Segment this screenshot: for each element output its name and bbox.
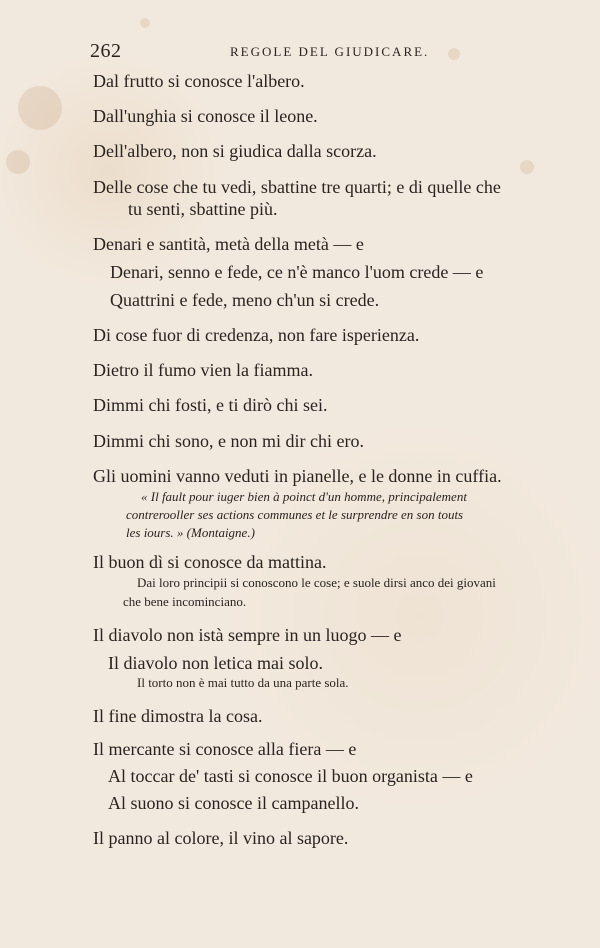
proverb-line: Il diavolo non letica mai solo.	[108, 653, 323, 673]
note-line: Il torto non è mai tutto da una parte sola.	[137, 675, 349, 690]
proverb-line: Al suono si conosce il campanello.	[108, 793, 359, 813]
paper-stain	[520, 160, 534, 174]
proverb-line: Quattrini e fede, meno ch'un si crede.	[110, 290, 380, 310]
paper-stain	[140, 18, 150, 28]
proverb-line: Il mercante si conosce alla fiera — e	[93, 739, 357, 759]
proverb-line: Il fine dimostra la cosa.	[93, 706, 263, 726]
proverb-line: Denari e santità, metà della metà — e	[93, 234, 364, 254]
page-number: 262	[90, 40, 122, 62]
proverb-line: Delle cose che tu vedi, sbattine tre quarti; e di quelle che	[93, 177, 501, 197]
quote-line: contrerooller ses actions communes et le surprendre en son touts	[126, 507, 464, 522]
proverb-line: Al toccar de' tasti si conosce il buon organista — e	[108, 766, 473, 786]
proverb-line: Dimmi chi fosti, e ti dirò chi sei.	[93, 395, 328, 415]
proverb-line: Il diavolo non istà sempre in un luogo — e	[93, 625, 402, 645]
proverb-line: Dimmi chi sono, e non mi dir chi ero.	[93, 431, 364, 451]
quote-citation: les iours. » (Montaigne.)	[126, 525, 255, 540]
paper-stain	[18, 86, 62, 130]
proverb-line: Di cose fuor di credenza, non fare isperienza.	[93, 325, 420, 345]
note-line: Dai loro principii si conoscono le cose; e suole dirsi anco dei giovani	[137, 575, 496, 590]
proverb-line: Dietro il fumo vien la fiamma.	[93, 360, 313, 380]
proverb-line: Il panno al colore, il vino al sapore.	[93, 828, 349, 848]
proverb-line: Dell'albero, non si giudica dalla scorza.	[93, 141, 377, 161]
proverb-line: Dal frutto si conosce l'albero.	[93, 71, 305, 91]
quote-line: « Il fault pour iuger bien à poinct d'un homme, principalement	[141, 489, 467, 504]
proverb-line: tu senti, sbattine più.	[128, 199, 278, 219]
note-line: che bene incominciano.	[123, 594, 247, 609]
paper-stain	[6, 150, 30, 174]
proverb-line: Gli uomini vanno veduti in pianelle, e le donne in cuffia.	[93, 466, 502, 486]
page-header	[90, 40, 530, 64]
proverb-line: Denari, senno e fede, ce n'è manco l'uom crede — e	[110, 262, 484, 282]
running-title: REGOLE DEL GIUDICARE.	[230, 44, 430, 59]
proverb-line: Dall'unghia si conosce il leone.	[93, 106, 318, 126]
proverb-line: Il buon dì si conosce da mattina.	[93, 552, 327, 572]
